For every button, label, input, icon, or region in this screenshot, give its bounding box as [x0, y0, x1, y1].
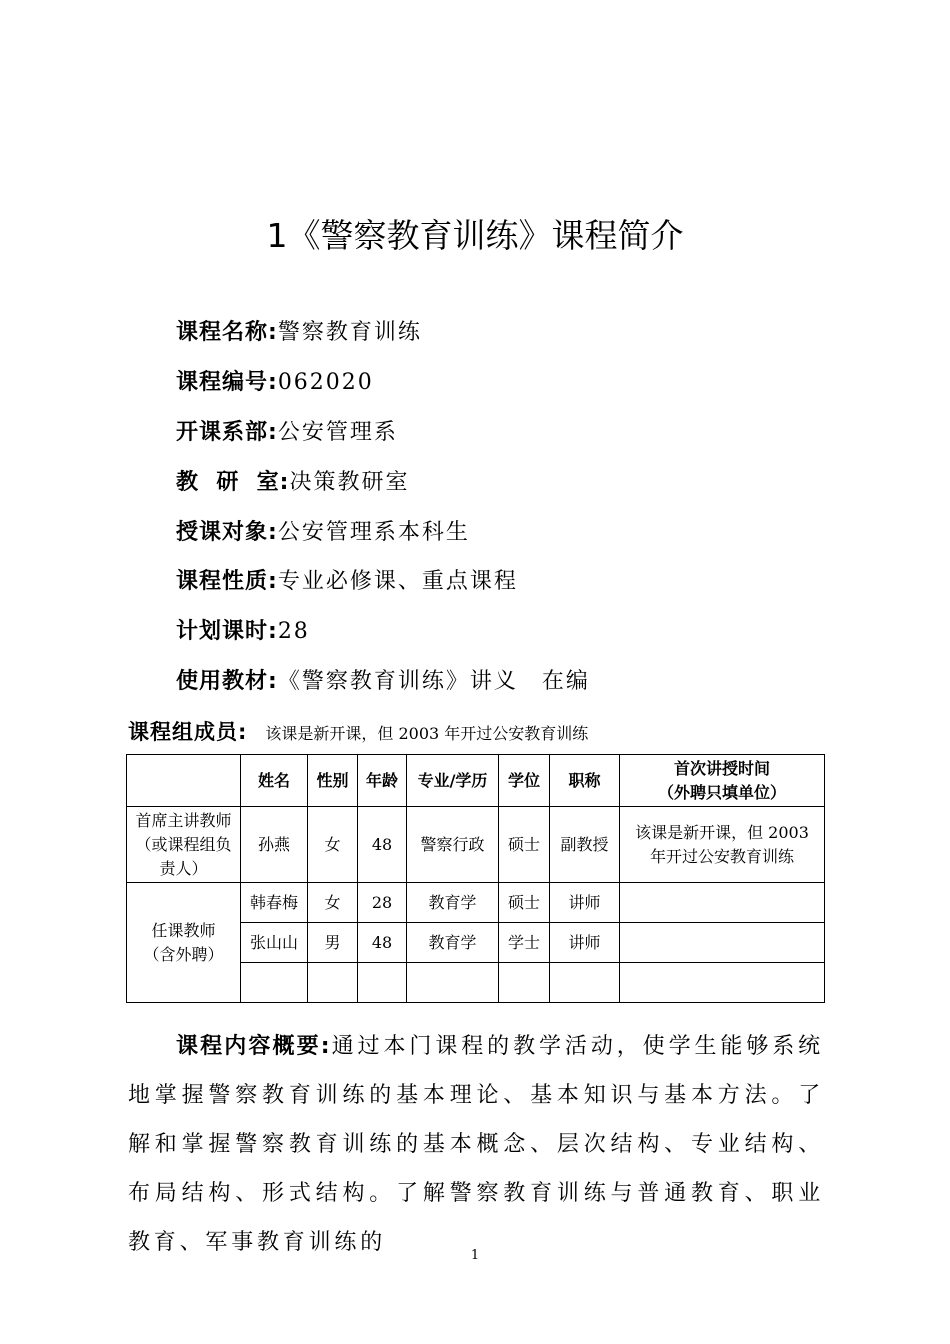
summary-text: 通过本门课程的教学活动，使学生能够系统地掌握警察教育训练的基本理论、基本知识与基本方法。了解和掌握警察教育训练的基本概念、层次结构、专业结构、布局结构、形式结构。了解警察教育训练与普通教育、职业教育、军事教育训练的: [128, 1034, 824, 1255]
external-unit-note: （外聘只填单位）: [657, 782, 786, 802]
table-cell: 硕士: [499, 883, 550, 923]
table-cell: 教育学: [407, 923, 499, 963]
first-teach-time-label: 首次讲授时间: [673, 758, 770, 778]
field-label: 开课系部:: [176, 420, 278, 445]
table-cell: 教育学: [407, 883, 499, 923]
field-department: [176, 418, 398, 448]
field-value: 28: [277, 619, 310, 644]
course-summary: [128, 1022, 824, 1267]
table-cell: 警察行政: [407, 807, 499, 883]
field-value: 专业必修课、重点课程: [277, 569, 518, 594]
table-cell: [620, 883, 825, 923]
table-cell: 讲师: [550, 923, 620, 963]
field-label: 授课对象:: [176, 520, 278, 545]
page-number: 1: [470, 1248, 480, 1263]
table-cell: 该课是新开课，但 2003 年开过公安教育训练: [620, 807, 825, 883]
table-cell: 女: [308, 807, 358, 883]
table-cell: 副教授: [550, 807, 620, 883]
members-note: 该课是新开课，但 2003 年开过公安教育训练: [265, 724, 589, 743]
field-value: 决策教研室: [289, 470, 410, 495]
field-label: 课程性质:: [176, 569, 278, 594]
table-cell: [241, 963, 308, 1003]
members-label: 课程组成员:: [128, 720, 248, 744]
table-header-row: [127, 755, 825, 807]
table-header-cell: 学位: [499, 755, 550, 807]
table-cell: [358, 963, 407, 1003]
table-cell: 讲师: [550, 883, 620, 923]
field-planned-hours: [176, 617, 310, 647]
table-cell: 48: [358, 923, 407, 963]
table-cell: [407, 963, 499, 1003]
field-course-name: [176, 318, 422, 348]
page-title: 1《警察教育训练》课程简介: [266, 216, 684, 255]
summary-label: 课程内容概要:: [176, 1034, 332, 1059]
table-header-cell: 专业/学历: [407, 755, 499, 807]
field-label: 课程名称:: [176, 320, 278, 345]
table-header-cell: [127, 755, 241, 807]
field-research-office: [176, 468, 409, 498]
table-cell: 男: [308, 923, 358, 963]
course-members: [128, 717, 588, 749]
field-course-type: [176, 567, 518, 597]
field-audience: [176, 518, 470, 548]
table-cell: [620, 923, 825, 963]
field-label: 使用教材:: [176, 669, 278, 694]
field-value: 《警察教育训练》讲义 在编: [277, 669, 590, 694]
team-table: [126, 754, 825, 1003]
field-value: 公安管理系: [277, 420, 398, 445]
field-label: 计划课时:: [176, 619, 278, 644]
table-cell: [550, 963, 620, 1003]
table-cell: [499, 963, 550, 1003]
table-cell: 张山山: [241, 923, 308, 963]
field-label: 教 研 室:: [176, 470, 290, 495]
field-label: 课程编号:: [176, 370, 278, 395]
field-value: 警察教育训练: [277, 320, 422, 345]
table-cell: [620, 963, 825, 1003]
table-cell: [308, 963, 358, 1003]
table-header-cell: 性别: [308, 755, 358, 807]
table-cell: 女: [308, 883, 358, 923]
table-cell: 48: [358, 807, 407, 883]
field-course-code: [176, 368, 374, 398]
table-header-cell: 年龄: [358, 755, 407, 807]
field-value: 公安管理系本科生: [277, 520, 470, 545]
table-cell: 学士: [499, 923, 550, 963]
table-cell: 孙燕: [241, 807, 308, 883]
table-cell: 28: [358, 883, 407, 923]
table-header-cell: 职称: [550, 755, 620, 807]
field-value: 062020: [277, 370, 374, 395]
table-header-cell: 姓名: [241, 755, 308, 807]
table-row: [127, 883, 825, 923]
field-textbook: [176, 667, 590, 697]
role-cell: 首席主讲教师（或课程组负责人）: [127, 807, 241, 883]
table-cell: 韩春梅: [241, 883, 308, 923]
table-cell: 硕士: [499, 807, 550, 883]
role-cell: 任课教师（含外聘）: [127, 883, 241, 1003]
table-row: [127, 807, 825, 883]
table-header-cell: [620, 755, 825, 807]
